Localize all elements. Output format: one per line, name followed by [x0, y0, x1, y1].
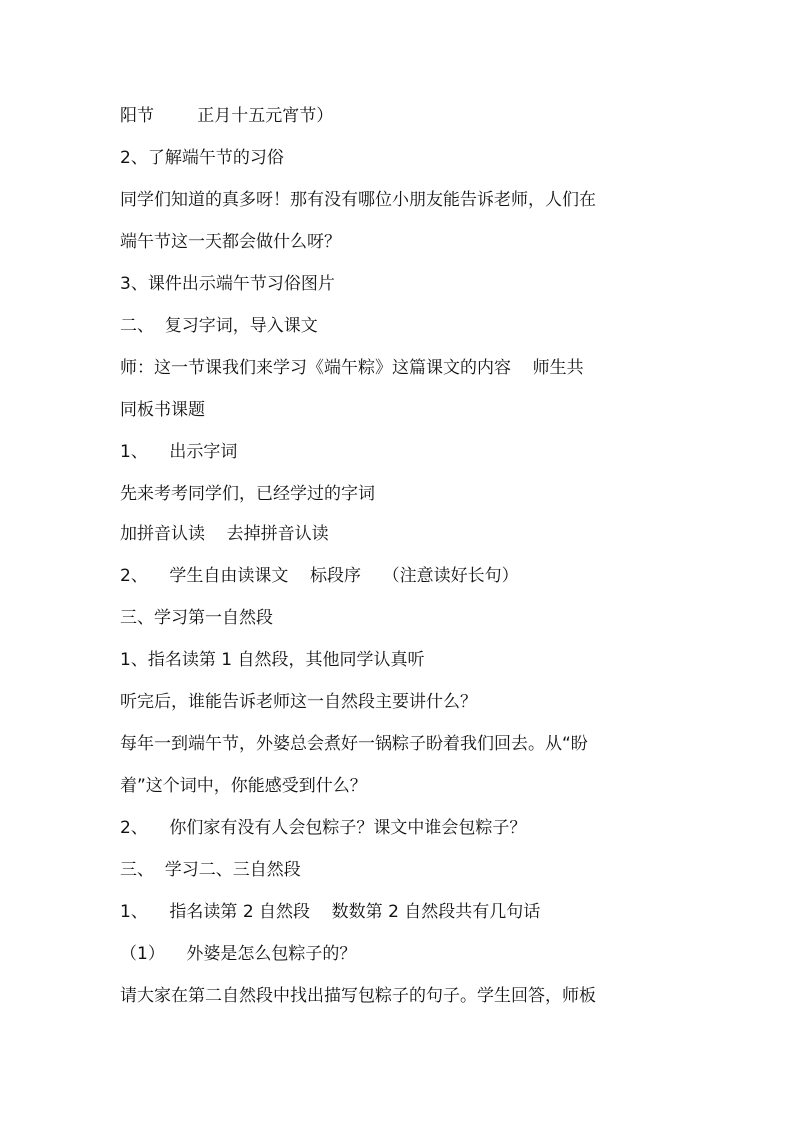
text-line: 先来考考同学们，已经学过的字词: [120, 484, 375, 504]
text-line: 每年一到端午节，外婆总会煮好一锅粽子盼着我们回去。从“盼: [120, 734, 588, 754]
text-line: 同板书课题: [120, 400, 205, 420]
text-line: 2、了解端午节的习俗: [120, 148, 284, 168]
text-line: 1、 指名读第 2 自然段 数数第 2 自然段共有几句话: [120, 902, 541, 922]
text-line: 1、指名读第 1 自然段，其他同学认真听: [120, 650, 425, 670]
text-line: 请大家在第二自然段中找出描写包粽子的句子。学生回答，师板: [120, 986, 596, 1006]
section-heading: 二、 复习字词，导入课文: [120, 316, 318, 336]
text-line: 3、课件出示端午节习俗图片: [120, 274, 335, 294]
text-line: 端午节这一天都会做什么呀？: [120, 232, 341, 252]
section-heading: 三、学习第一自然段: [120, 608, 273, 628]
text-line: 师：这一节课我们来学习《端午粽》这篇课文的内容 师生共: [120, 358, 584, 378]
text-line: 1、 出示字词: [120, 442, 238, 462]
text-line: 阳节 正月十五元宵节）: [120, 106, 334, 126]
text-line: 同学们知道的真多呀！那有没有哪位小朋友能告诉老师，人们在: [120, 190, 596, 210]
text-line: （1） 外婆是怎么包粽子的？: [120, 944, 357, 964]
section-heading: 三、 学习二、三自然段: [120, 860, 301, 880]
text-line: 着”这个词中，你能感受到什么？: [120, 776, 367, 796]
text-line: 听完后，谁能告诉老师这一自然段主要讲什么？: [120, 692, 477, 712]
text-line: 加拼音认读 去掉拼音认读: [120, 524, 329, 544]
text-line: 2、 你们家有没有人会包粽子？课文中谁会包粽子？: [120, 818, 527, 838]
text-line: 2、 学生自由读课文 标段序 （注意读好长句）: [120, 566, 519, 586]
